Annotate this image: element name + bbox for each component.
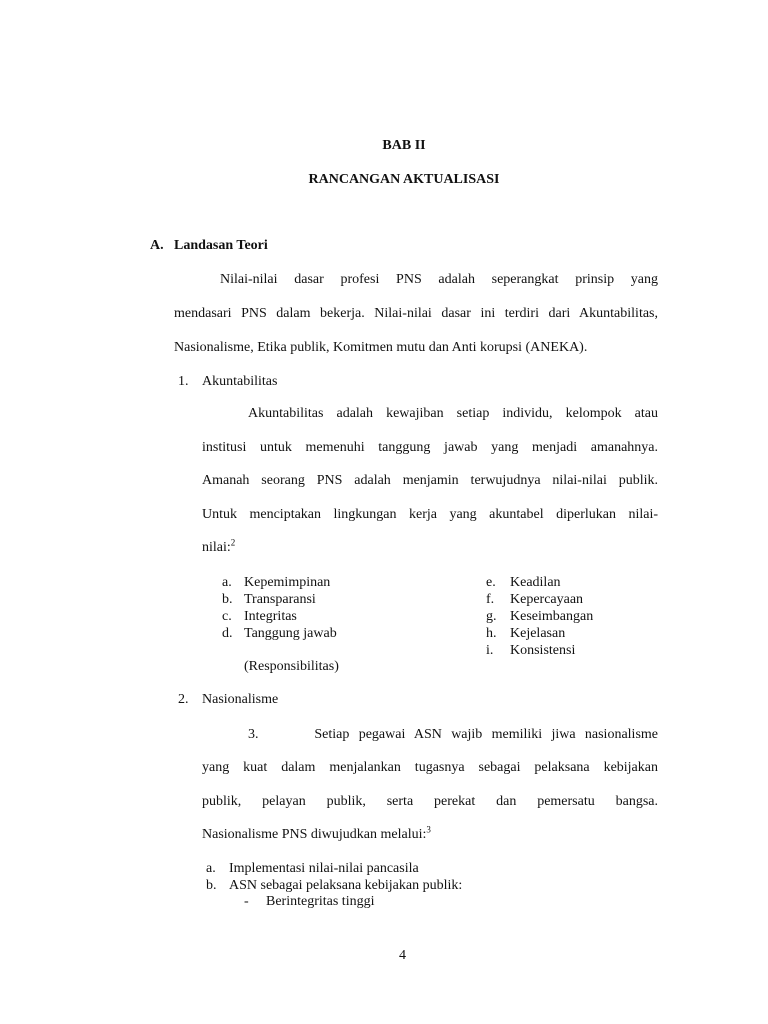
- list2-b-text: ASN sebagai pelaksana kebijakan publik:: [229, 878, 463, 893]
- list-f-marker: f.: [486, 592, 495, 607]
- list-b-marker: b.: [222, 592, 233, 607]
- chapter-title: RANCANGAN AKTUALISASI: [308, 172, 500, 187]
- list-a-marker: a.: [222, 575, 232, 590]
- item1-line-5: nilai:$^2$: [202, 537, 236, 555]
- item1-line-3: Amanah seorang PNS adalah menjamin terwujudnya nilai-nilai publik.: [202, 473, 658, 488]
- list-e-text: Keadilan: [510, 575, 561, 590]
- list-i-marker: i.: [486, 643, 494, 658]
- list-d-continuation: (Responsibilitas): [244, 659, 339, 674]
- item2-heading: Nasionalisme: [202, 692, 279, 707]
- list-c-text: Integritas: [244, 609, 297, 624]
- list-d-marker: d.: [222, 626, 233, 641]
- item2-line-1: 3. Setiap pegawai ASN wajib memiliki jiwa nasionalisme: [248, 727, 658, 742]
- list-b-text: Transparansi: [244, 592, 316, 607]
- item2-number: 2.: [178, 692, 189, 707]
- list-a-text: Kepemimpinan: [244, 575, 331, 590]
- chapter-number: BAB II: [382, 138, 426, 153]
- item1-line-2: institusi untuk memenuhi tanggung jawab yang menjadi amanahnya.: [202, 440, 658, 455]
- item2-line-4: Nasionalisme PNS diwujudkan melalui:$^3$: [202, 824, 431, 842]
- page-number: 4: [399, 948, 406, 963]
- list2-a-marker: a.: [206, 861, 216, 876]
- intro-line-1: Nilai-nilai dasar profesi PNS adalah seperangkat prinsip yang: [220, 272, 658, 287]
- list-c-marker: c.: [222, 609, 232, 624]
- footnote-ref-2: 2: [230, 537, 236, 548]
- list-g-text: Keseimbangan: [510, 609, 594, 624]
- item1-heading: Akuntabilitas: [202, 374, 278, 389]
- list2-b-marker: b.: [206, 878, 217, 893]
- list-h-marker: h.: [486, 626, 497, 641]
- intro-line-2: mendasari PNS dalam bekerja. Nilai-nilai dasar ini terdiri dari Akuntabilitas,: [174, 306, 658, 321]
- list-d-text: Tanggung jawab: [244, 626, 337, 641]
- list-f-text: Kepercayaan: [510, 592, 584, 607]
- footnote-ref-3: 3: [426, 824, 431, 835]
- list-i-text: Konsistensi: [510, 643, 576, 658]
- list-g-marker: g.: [486, 609, 497, 624]
- item1-line-1: Akuntabilitas adalah kewajiban setiap individu, kelompok atau: [248, 406, 658, 421]
- section-a-marker: A.: [150, 238, 164, 253]
- item1-number: 1.: [178, 374, 189, 389]
- section-a-heading: Landasan Teori: [174, 238, 268, 253]
- item2-line-2: yang kuat dalam menjalankan tugasnya sebagai pelaksana kebijakan: [202, 760, 658, 775]
- list2-a-text: Implementasi nilai-nilai pancasila: [229, 861, 419, 876]
- sublist-text: Berintegritas tinggi: [266, 894, 375, 909]
- intro-line-3: Nasionalisme, Etika publik, Komitmen mutu dan Anti korupsi (ANEKA).: [174, 340, 588, 355]
- list-e-marker: e.: [486, 575, 496, 590]
- item2-line-3: publik, pelayan publik, serta perekat dan pemersatu bangsa.: [202, 794, 658, 809]
- item1-line-4: Untuk menciptakan lingkungan kerja yang akuntabel diperlukan nilai-: [202, 507, 658, 522]
- list-h-text: Kejelasan: [510, 626, 566, 641]
- sublist-marker: -: [244, 894, 249, 909]
